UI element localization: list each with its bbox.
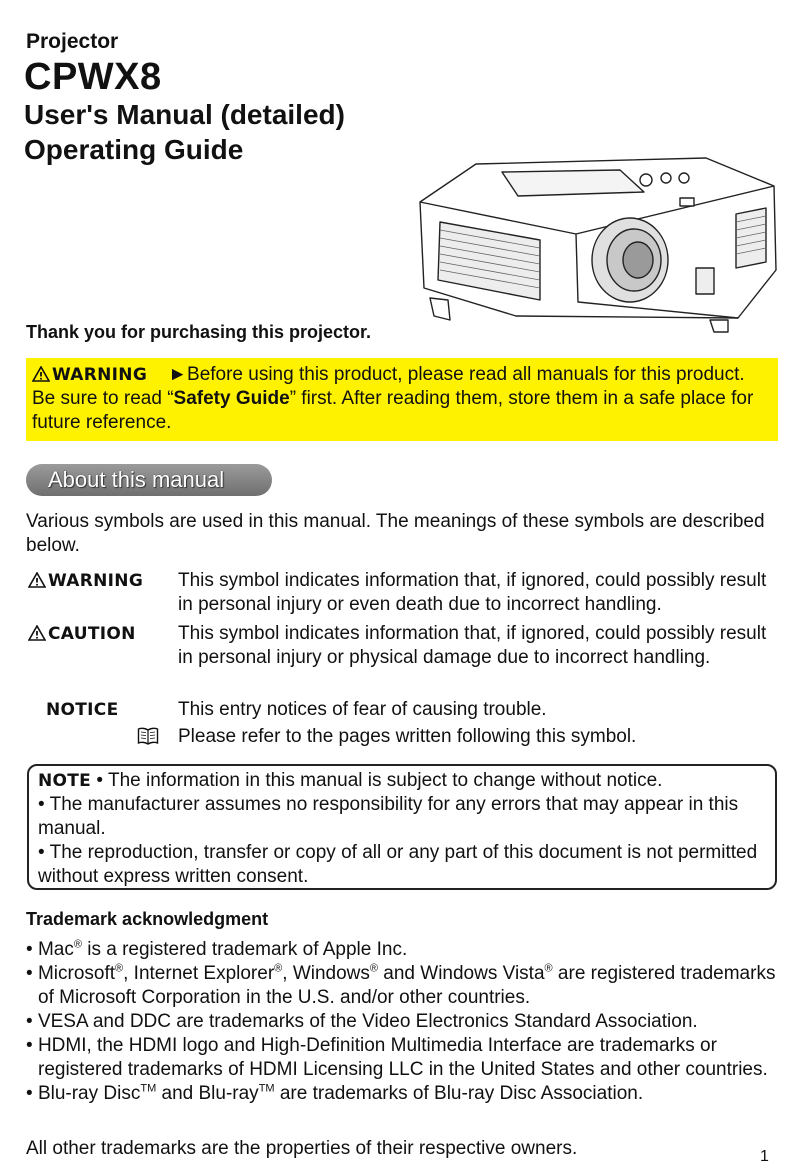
warning-icon (32, 366, 50, 382)
footer-note: All other trademarks are the properties of their respective owners. (26, 1138, 578, 1159)
list-item: • Blu-ray Disc™ and Blu-ray™ are trademarks of Blu-ray Disc Association. (26, 1082, 644, 1104)
symbol-caution-description: This symbol indicates information that, if ignored, could possibly result in personal injury or physical damage due to incorrect handling. (178, 623, 767, 668)
warning-text-part1: Before using this product, please read all manuals for this product. Be sure to read “ (32, 364, 745, 409)
trademark-mac: Mac (37, 939, 74, 960)
manual-title: User's Manual (detailed) (24, 99, 345, 130)
trademark-text: are registered trademarks of Microsoft Corporation in the U.S. and/or other countries. (38, 963, 776, 1008)
page-number: 1 (760, 1148, 769, 1165)
trademark-text: are trademarks of Blu-ray Disc Association. (274, 1083, 644, 1104)
trademark-microsoft: Microsoft (37, 963, 116, 984)
caution-icon (28, 625, 46, 641)
registered-mark: ® (544, 962, 553, 975)
model-name: CPWX8 (24, 56, 162, 98)
note-line: • The reproduction, transfer or copy of all or any part of this document is not permitted without express written consent. (38, 842, 758, 887)
trademark-vista: and Windows Vista (378, 963, 545, 984)
trademark-list (26, 938, 786, 1106)
warning-label-group (32, 364, 152, 385)
guide-title: Operating Guide (24, 134, 244, 165)
tm-mark: TM (258, 1082, 275, 1095)
symbol-reference-description: Please refer to the pages written following this symbol. (178, 726, 637, 747)
note-box (27, 764, 777, 890)
symbol-caution-label (28, 623, 136, 644)
symbol-warning-description: This symbol indicates information that, if ignored, could possibly result in personal injury or even death due to incorrect handling. (178, 570, 767, 615)
book-icon (137, 727, 159, 745)
tm-mark: TM (140, 1082, 157, 1095)
registered-mark: ® (73, 938, 82, 951)
projector-illustration (410, 150, 790, 335)
trademark-windows: , Windows (282, 963, 370, 984)
warning-label: WARNING (52, 365, 148, 385)
trademark-bluray-disc: Blu-ray Disc (37, 1083, 141, 1104)
trademark-ie: , Internet Explorer (123, 963, 275, 984)
list-item: • HDMI, the HDMI logo and High-Definition Multimedia Interface are trademarks or registered trademarks of HDMI Licensing LLC in the United States and other countries. (26, 1035, 768, 1080)
trademark-title: Trademark acknowledgment (26, 909, 269, 929)
registered-mark: ® (369, 962, 379, 975)
symbol-warning-label (28, 570, 143, 591)
section-heading-about: About this manual (26, 464, 272, 496)
note-label: NOTE (38, 771, 92, 791)
warning-text-part2: ” first. After reading them, store them in a safe place for future reference. (32, 388, 754, 433)
trademark-bluray: and Blu-ray (156, 1083, 259, 1104)
trademark-vesa: VESA and DDC are trademarks of the Video Electronics Standard Association. (37, 1011, 698, 1032)
arrow-icon: ► (168, 364, 188, 385)
note-text: • The information in this manual is subject to change without notice. (96, 770, 663, 791)
product-category: Projector (26, 30, 119, 53)
list-item: • Mac® is a registered trademark of Apple Inc. (26, 938, 408, 960)
symbol-label-text: CAUTION (48, 624, 136, 644)
registered-mark: ® (115, 962, 124, 975)
list-item: • Microsoft®, Internet Explorer®, Windows® and Windows Vista® are registered trademarks of Microsoft Corporation in the U.S. and/or other countries. (26, 962, 776, 1008)
thanks-message: Thank you for purchasing this projector. (26, 322, 372, 342)
symbol-notice-description: This entry notices of fear of causing trouble. (178, 699, 547, 720)
about-intro: Various symbols are used in this manual. The meanings of these symbols are described below. (26, 511, 765, 556)
safety-guide-title: Safety Guide (173, 388, 290, 409)
symbol-label-text: WARNING (48, 571, 144, 591)
registered-mark: ® (274, 962, 283, 975)
note-line: • The manufacturer assumes no responsibility for any errors that may appear in this manual. (38, 794, 739, 839)
note-line (38, 769, 766, 793)
warning-box (26, 358, 778, 441)
trademark-hdmi: HDMI, the HDMI logo and High-Definition Multimedia Interface are trademarks or registered trademarks of HDMI Licensing LLC in the United States and other countries. (37, 1035, 768, 1080)
trademark-text: is a registered trademark of Apple Inc. (81, 939, 408, 960)
list-item: • VESA and DDC are trademarks of the Video Electronics Standard Association. (26, 1011, 698, 1032)
symbol-label-text: NOTICE (46, 700, 119, 720)
symbol-notice-label (46, 699, 119, 720)
warning-icon (28, 572, 46, 588)
